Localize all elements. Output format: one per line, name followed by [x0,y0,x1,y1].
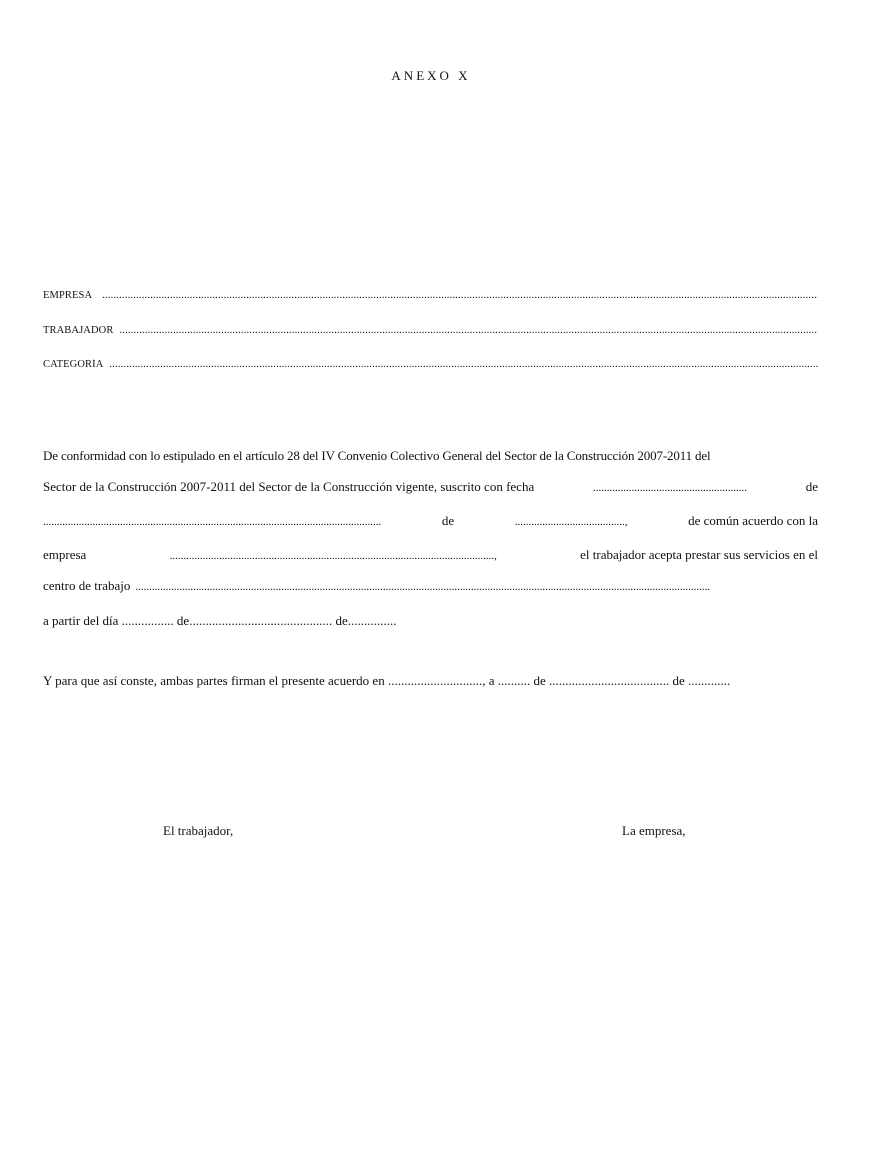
closing-line [43,673,818,691]
paragraph-line-4-dots: ......................................................................................................................, [169,550,497,562]
paragraph-line-3-dots-1: ........................................................................................................................... [43,516,382,528]
field-trabajador-label: TRABAJADOR [43,325,114,336]
closing-line-text: Y para que así conste, ambas partes firman el presente acuerdo en ............................., a .......... de ..................................... de ............. [43,673,731,688]
signature-company: La empresa, [622,823,686,838]
paragraph-line-3-de: de [441,513,455,528]
signature-worker: El trabajador, [163,823,234,838]
paragraph-line-3-dots-2: ........................................, [514,516,628,528]
paragraph-line-4 [43,547,818,565]
paragraph-line-6-text: a partir del día ................ de............................................ de............... [43,613,397,628]
paragraph-line-2-end: de [805,479,818,494]
field-empresa [43,290,818,306]
field-categoria-dots [109,359,818,370]
field-trabajador [43,325,818,341]
paragraph-line-2-dots: ........................................................ [592,482,747,494]
paragraph-line-1-text: De conformidad con lo estipulado en el artículo 28 del IV Convenio Colectivo General del Sector de la Construcción 2007-2011 del [43,448,711,463]
field-empresa-dots [102,290,818,301]
field-categoria-label: CATEGORÍA [43,359,104,370]
paragraph-line-3 [43,513,818,531]
paragraph-line-5 [43,578,818,596]
paragraph-line-4-end: el trabajador acepta prestar sus servicios en el [580,547,818,562]
paragraph-line-4-start: empresa [43,547,87,562]
field-trabajador-dots [119,325,818,336]
field-empresa-label: EMPRESA [43,290,93,301]
paragraph-line-3-end: de común acuerdo con la [688,513,818,528]
paragraph-line-2-text: Sector de la Construcción 2007-2011 del Sector de la Construcción vigente, suscrito con fecha [43,479,535,494]
paragraph-line-5-start: centro de trabajo [43,578,131,593]
paragraph-line-5-dots: ................................................................................................................................................................................................................. [135,581,711,593]
paragraph-line-1 [43,448,818,466]
field-categoria [43,359,818,375]
document-title: ANEXO X [391,68,471,83]
paragraph-line-6 [43,613,818,631]
paragraph-line-2 [43,479,818,497]
